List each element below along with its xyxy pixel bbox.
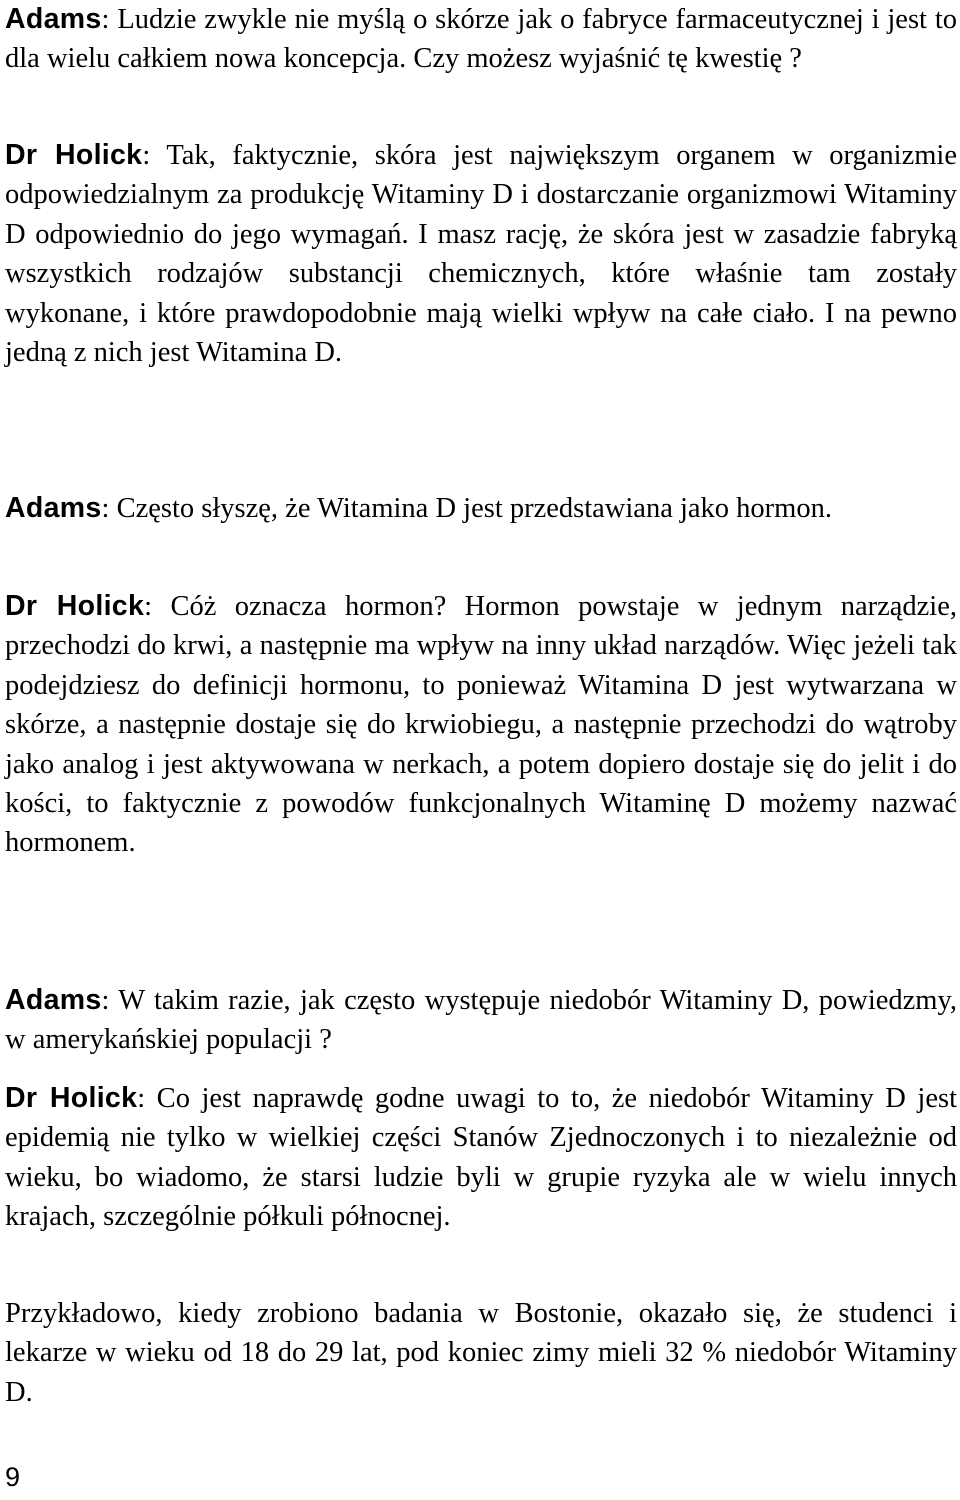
paragraph-text: : Ludzie zwykle nie myślą o skórze jak o fabryce farmaceutycznej i jest to dla wielu całkiem nowa koncepcja. Czy możesz wyjaśnić tę kwestię ? [5, 4, 957, 75]
page-number: 9 [5, 1462, 21, 1492]
interview-paragraph-1 [5, 0, 957, 79]
interview-paragraph-6 [5, 1079, 957, 1237]
document-page [5, 0, 957, 1500]
paragraph-text: : Często słyszę, że Witamina D jest przedstawiana jako hormon. [101, 493, 832, 524]
paragraph-text: : Tak, faktycznie, skóra jest największym organem w organizmie odpowiedzialnym za produkcję Witaminy D i dostarczanie organizmowi Witaminy D odpowiednio do jego wymagań. I masz rację, że skóra jest w zasadzie fabryką wszystkich rodzajów substancji chemicznych, które właśnie tam zostały wykonane, i które prawdopodobnie mają wielki wpływ na całe ciało. I na pewno jedną z nich jest Witamina D. [5, 140, 957, 369]
paragraph-text: : Cóż oznacza hormon? Hormon powstaje w jednym narządzie, przechodzi do krwi, a następnie ma wpływ na inny układ narządów. Więc jeżeli tak podejdziesz do definicji hormonu, to ponieważ Witamina D jest wytwarzana w skórze, a następnie dostaje się do krwiobiegu, a następnie przechodzi do wątroby jako analog i jest aktywowana w nerkach, a potem dopiero dostaje się do jelit i do kości, to faktycznie z powodów funkcjonalnych Witaminę D możemy nazwać hormonem. [5, 591, 957, 859]
speaker-label: Adams [5, 984, 102, 1016]
interview-paragraph-3 [5, 489, 957, 528]
speaker-label: Dr Holick [5, 139, 143, 171]
interview-paragraph-5 [5, 981, 957, 1060]
speaker-label: Dr Holick [5, 1082, 138, 1114]
paragraph-text: : Co jest naprawdę godne uwagi to to, że niedobór Witaminy D jest epidemią nie tylko w wielkiej części Stanów Zjednoczonych i to niezależnie od wieku, bo wiadomo, że starsi ludzie byli w grupie ryzyka ale w wielu innych krajach, szczególnie półkuli północnej. [5, 1083, 957, 1233]
speaker-label: Adams [5, 492, 102, 524]
interview-paragraph-4 [5, 587, 957, 863]
speaker-label: Adams [5, 3, 102, 35]
interview-paragraph-2 [5, 136, 957, 372]
interview-paragraph-7 [5, 1294, 957, 1412]
speaker-label: Dr Holick [5, 590, 145, 622]
paragraph-text: : W takim razie, jak często występuje niedobór Witaminy D, powiedzmy, w amerykańskiej populacji ? [5, 985, 957, 1056]
paragraph-text: Przykładowo, kiedy zrobiono badania w Bostonie, okazało się, że studenci i lekarze w wieku od 18 do 29 lat, pod koniec zimy mieli 32 % niedobór Witaminy D. [5, 1298, 957, 1408]
